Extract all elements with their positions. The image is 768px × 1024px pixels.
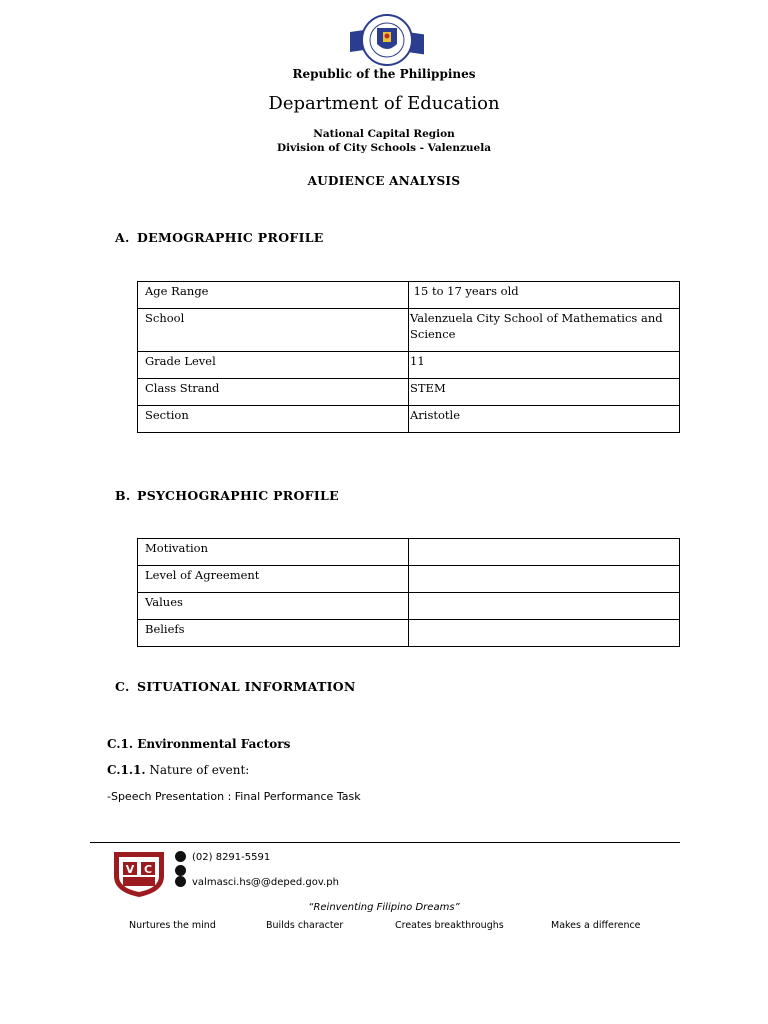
department-heading: Department of Education	[268, 93, 500, 114]
row-value: 11	[409, 352, 680, 379]
phone-number: (02) 8291-5591	[192, 852, 271, 863]
row-value: Aristotle	[409, 406, 680, 433]
table-row	[138, 379, 680, 406]
table-row	[138, 620, 680, 647]
table-row	[138, 282, 680, 309]
section-c-heading	[115, 679, 356, 694]
tagline-2: Builds character	[266, 920, 344, 931]
svg-text:C: C	[143, 863, 153, 876]
row-value	[409, 539, 680, 566]
row-value-text: 15 to 17 years old	[413, 284, 519, 298]
row-value	[409, 620, 680, 647]
section-b-heading	[115, 488, 339, 503]
section-b-letter: B.	[115, 488, 131, 503]
row-label: School	[138, 309, 409, 352]
table-row	[138, 352, 680, 379]
section-a-heading	[115, 230, 324, 245]
row-label: Values	[138, 593, 409, 620]
school-logo	[110, 848, 168, 898]
row-label: Motivation	[138, 539, 409, 566]
row-value	[409, 593, 680, 620]
document-title: AUDIENCE ANALYSIS	[307, 174, 461, 188]
tagline-3: Creates breakthroughs	[395, 920, 504, 931]
row-label: Class Strand	[138, 379, 409, 406]
row-value: Valenzuela City School of Mathematics and Science	[409, 309, 680, 352]
row-label: Section	[138, 406, 409, 433]
table-row	[138, 309, 680, 352]
nature-of-event-value: -Speech Presentation : Final Performance Task	[107, 790, 361, 803]
phone-line	[175, 851, 270, 863]
nature-of-event-line	[107, 763, 249, 777]
row-label: Age Range	[138, 282, 409, 309]
email-line	[175, 876, 339, 888]
deped-seal-logo	[350, 14, 424, 66]
table-row	[138, 539, 680, 566]
tagline-1: Nurtures the mind	[129, 920, 216, 931]
svg-text:V: V	[125, 863, 135, 876]
nature-of-event-label: Nature of event:	[149, 763, 250, 777]
republic-heading: Republic of the Philippines	[292, 67, 476, 81]
at-sign-icon	[175, 876, 186, 887]
table-row	[138, 566, 680, 593]
division-line: Division of City Schools - Valenzuela	[276, 142, 492, 154]
table-row	[138, 593, 680, 620]
nature-of-event-number: C.1.1.	[107, 763, 146, 777]
row-value: STEM	[409, 379, 680, 406]
tagline-4: Makes a difference	[551, 920, 641, 931]
phone-icon	[175, 851, 186, 862]
demographic-table	[137, 281, 680, 433]
section-a-letter: A.	[115, 230, 130, 245]
table-row	[138, 406, 680, 433]
row-label: Level of Agreement	[138, 566, 409, 593]
section-c-title: SITUATIONAL INFORMATION	[137, 679, 356, 694]
row-value	[409, 282, 680, 309]
footer-divider	[90, 842, 680, 843]
section-b-title: PSYCHOGRAPHIC PROFILE	[137, 488, 339, 503]
region-line: National Capital Region	[313, 128, 455, 140]
environmental-factors-heading: C.1. Environmental Factors	[107, 737, 291, 751]
row-label: Grade Level	[138, 352, 409, 379]
section-c-letter: C.	[115, 679, 130, 694]
mail-icon	[175, 865, 186, 876]
email-address: valmasci.hs@@deped.gov.ph	[192, 877, 339, 888]
row-label: Beliefs	[138, 620, 409, 647]
psychographic-table	[137, 538, 680, 647]
school-motto: “Reinventing Filipino Dreams”	[308, 902, 460, 913]
section-a-title: DEMOGRAPHIC PROFILE	[137, 230, 324, 245]
row-value	[409, 566, 680, 593]
